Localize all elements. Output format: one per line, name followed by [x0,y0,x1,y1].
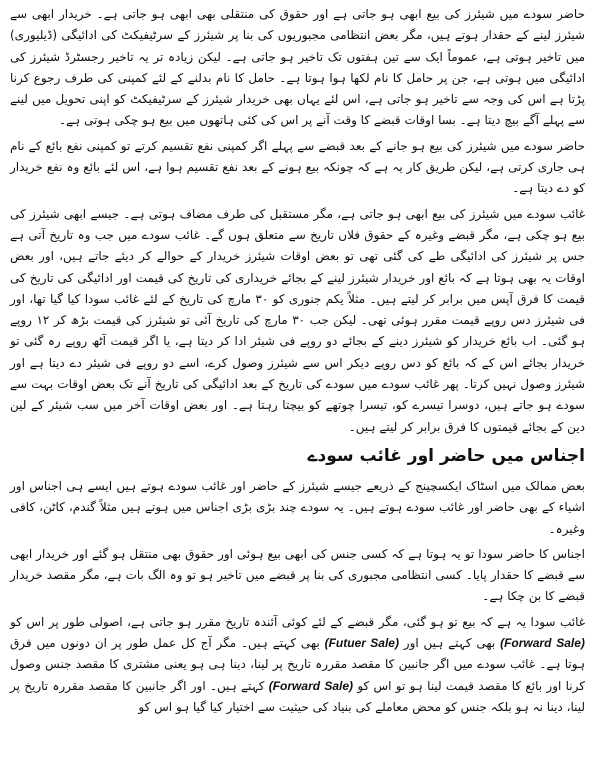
forward-term: (Forward [500,636,552,651]
forward-term: (Forward [268,678,321,693]
paragraph-spot-shares: حاضر سودے میں شیئرز کی بیع ابھی ہو جاتی ہے اور حقوق کی منتقلی بھی ابھی ہو جاتی ہے۔ خریدار ابھی سے شیئرز لینے کے حقدار ہوتے ہیں، مگر بعض انتظامی مجبوریوں کی بنا پر شیئرز کے سرٹیفیکٹ کی ادائیگی (ڈیلیوری) میں تاخیر ہوتی ہے، عموماً ایک سے تین ہفتوں تک تاخیر ہو جاتی ہے۔ لیکن زیادہ تر یہ تاخیر رجسٹرڈ شیئرز کی ادائیگی میں ہوتی ہے، جن پر حامل کا نام لکھا ہوا ہوتا ہے۔ حامل کا نام بدلنے کے لئے کمپنی کی طرف رجوع کرنا پڑتا ہے اس کی وجہ سے تاخیر ہو جاتی ہے، اس لئے یہاں بھی خریدار شیئرز کے سرٹیفیکٹ کو اپنی تحویل میں لینے سے پہلے آگے بیچ دیتا ہے۔ بسا اوقات قبضے کا وقت آنے پر اس کی کئی ہاتھوں میں بیع ہو چکی ہوتی ہے۔ [10,7,585,128]
paragraph-commodities: بعض ممالک میں اسٹاک ایکسچینج کے ذریعے جیسے شیئرز کے حاضر اور غائب سودے ہوتے ہیں ایسے ہی اجناس اور اشیاء کے بھی حاضر اور غائب سودے ہوتے ہیں۔ یہ سودے چند بڑی بڑی اجناس میں ہوتے ہیں مثلاً گندم، کاٹن، کافی وغیرہ۔ [10,478,585,536]
paragraph-forward-sale [10,612,585,718]
sale-term: Sale) [324,678,354,693]
forward-text: غائب سودا یہ ہے کہ بیع تو ہو گئی، مگر قبضے کے لئے کوئی آئندہ تاریخ مقرر ہو جاتی ہے، اصولی طور پر اس کو [10,614,585,629]
forward-text: بھی کہتے ہیں۔ مگر آج کل عمل طور پر ان دونوں میں فرق ہوتا ہے۔ غائب سودے میں اگر [10,636,585,672]
paragraph-dividend: حاضر سودے میں شیئرز کی بیع ہو جانے کے بعد قبضے سے پہلے اگر کمپنی نفع تقسیم کرتے تو کمپنی نفع بائع کے نام ہی جاری کرتی ہے، لیکن طریق کار یہ ہے کہ چونکہ بیع ہونے کے بعد نفع تقسیم ہوا ہے، اس لئے بائع وہ نفع خریدار کو دے دیتا ہے۔ [10,138,585,196]
forward-text: بھی کہتے ہیں اور [403,636,496,651]
paragraph-commodity-spot: اجناس کا حاضر سودا تو یہ ہوتا ہے کہ کسی جنس کی ابھی بیع ہوئی اور حقوق بھی منتقل ہو گئے اور خریدار ابھی سے قبضے کا حقدار پایا۔ کسی انتظامی مجبوری کی بنا پر قبضے میں تاخیر ہو تو وہ الگ بات ہے، مگر مقصد خریدار قبضے کا بن چکا ہے۔ [10,546,585,604]
forward-text: کہتے ہیں۔ اور اگر جانبین کا مقصد مقررہ تاریخ پر لینا، دینا نہ ہو بلکہ جنس کو محض معاملے کی بنیاد کی حیثیت سے اختیار کیا گیا ہو اس کو [10,678,585,714]
paragraph-forward-shares: غائب سودے میں شیئرز کی بیع ابھی ہو جاتی ہے، مگر مستقبل کی طرف مضاف ہوتی ہے۔ جیسے ابھی شیئرز کی بیع ہو چکی ہے، مگر قبضے وغیرہ کے حقوق فلاں تاریخ سے متعلق ہوں گے۔ غائب سودے میں جب وہ تاریخ آتی ہے جس پر شیئرز کی ادائیگی طے کی گئی تھی تو بعض اوقات شیئرز خریدار کے حوالے کر دیئے جاتے ہیں، اور بعض اوقات یہ بھی ہوتا ہے کہ بائع اور خریدار شیئرز لینے کے بجائے خریداری کی تاریخ کی قیمت اور ادائیگی کی تاریخ کی قیمت کا فرق آپس میں برابر کر لیتے ہیں۔ مثلاً یکم جنوری کو ۳۰ مارچ کی تاریخ کے لئے غائب سودا کیا گیا تھا، اور فی شیئرز دس روپے قیمت مقرر ہوئی تھی۔ لیکن جب ۳۰ مارچ کی تاریخ آئی تو شیئرز کی قیمت بڑھ کر ۱۲ روپے ہو گئی۔ اب بائع خریدار کو شیئرز دینے کے بجائے دو روپے فی شیئر ادا کر دیتا ہے، یا اگر قیمت آٹھ روپے رہ گئی تو خریدار بجائے اس کے کہ بائع کو دس روپے دیکر اس سے شیئرز وصول کرے، اسے دو روپے فی شیئر دے دیتا ہے اور شیئرز وصول نہیں کرتا۔ پھر غائب سودے میں سودے کی تاریخ کے بعد ادائیگی کی تاریخ آنے تک بعض اوقات بہت سے سودے ہو جاتے ہیں، دوسرا تیسرے کو، تیسرا چوتھے کو بیچتا رہتا ہے۔ اور بعض اوقات آخر میں سب شیئر کے لین دین کے بجائے قیمتوں کا فرق برابر کر لیتے ہیں۔ [10,206,586,434]
forward-text: جانبین کا مقصد مقررہ تاریخ پر لینا، دینا ہی ہو یعنی مشتری کا مقصد جنس وصول کرنا اور بائع کا مقصد قیمت لینا ہو تو اس کو [10,657,585,693]
future-sale-term: (Futuer Sale) [324,636,399,651]
section-heading: اجناس میں حاضر اور غائب سودے [307,445,585,466]
sale-term: Sale) [556,636,585,651]
